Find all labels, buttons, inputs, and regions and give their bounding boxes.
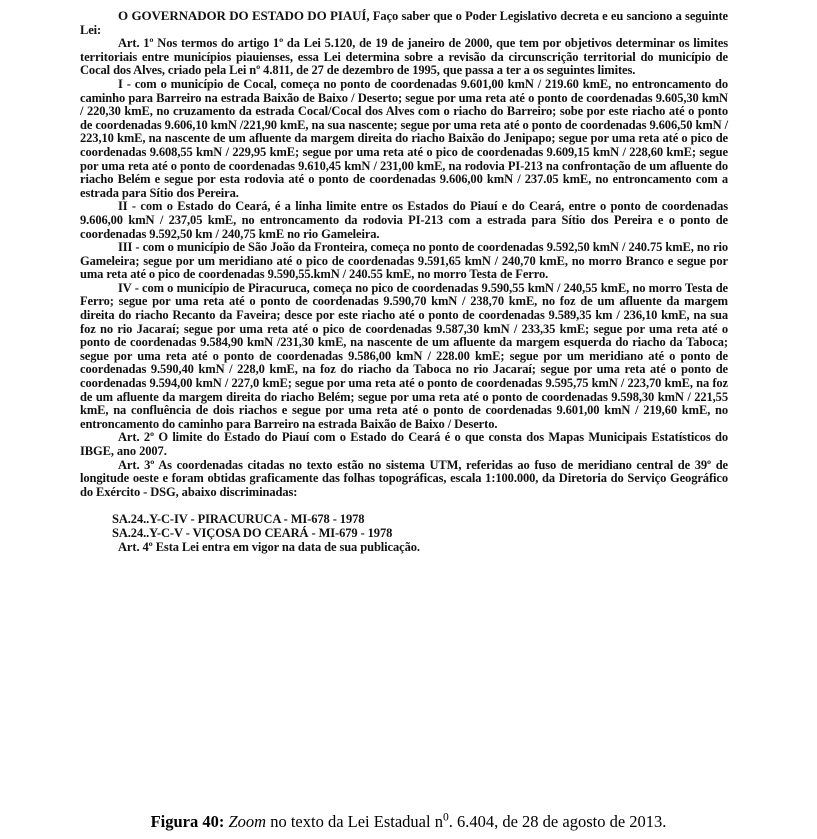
caption-superscript: 0 [442,811,449,824]
intro-heading: O GOVERNADOR DO ESTADO DO PIAUÍ, [118,8,370,23]
caption-zoom-word: Zoom [228,812,267,831]
section-i: I - com o município de Cocal, começa no ponto de coordenadas 9.601,00 kmN / 219.60 kmE, no entroncamento do caminho para Barreiro na estrada Baixão de Baixo / Deserto; segue por uma reta até o ponto de coordenadas 9.605,30 kmN / 220,30 kmE, no cruzamento da estrada Cocal/Cocal dos Alves com o riacho do Barreiro; sobe por este riacho até o ponto de coordenadas 9.606,10 kmN /221,90 kmE, na sua nascente; segue por uma reta até o ponto de coordenadas 9.606,50 kmN / 223,10 kmE, na nascente de um afluente da margem direita do riacho Baixão do Jenipapo; segue por uma reta até o pico de coordenadas 9.608,55 kmN / 229,95 kmE; segue por uma reta até o pico de coordenadas 9.609,15 kmN / 228,60 kmE; segue por uma reta até o ponto de coordenadas 9.610,45 kmN / 231,00 kmE, na rodovia PI-213 na confrontação de um afluente do riacho Belém e segue por esta rodovia até o ponto de coordenadas 9.606,00 kmN / 237.05 kmE, no entroncamento com a estrada para Sítio dos Pereira. [80,76,728,200]
article-1: Art. 1º Nos termos do artigo 1º da Lei 5.120, de 19 de janeiro de 2000, que tem por objetivos determinar os limites territoriais entre municípios piauienses, essa Lei determina sobre a revisão da circunscrição territorial do município de Cocal dos Alves, criado pela Lei nº 4.811, de 27 de dezembro de 1995, que passa a ter a os seguintes limites. [80,36,728,78]
law-text-excerpt [80,9,728,554]
sheet-item: SA.24..Y-C-V - VIÇOSA DO CEARÁ - MI-679 - 1978 [112,525,393,540]
section-iii: III - com o município de São João da Fronteira, começa no ponto de coordenadas 9.592,50 kmN / 240.75 kmE, no rio Gameleira; segue por um meridiano até o pico de coordenadas 9.591,65 kmN / 240,70 kmE, no morro Branco e segue por uma reta até o pico de coordenadas 9.590,55.kmN / 240.55 kmE, no morro Testa de Ferro. [80,240,728,282]
sheet-item: SA.24..Y-C-IV - PIRACURUCA - MI-678 - 1978 [112,512,365,527]
section-ii: II - com o Estado do Ceará, é a linha limite entre os Estados do Piauí e do Ceará, entre o ponto de coordenadas 9.606,00 kmN / 237,05 kmE, no entroncamento da rodovia PI-213 com a estrada para Sítio dos Pereira e o ponto de coordenadas 9.592,50 km / 240,75 kmE no rio Gameleira. [80,199,728,241]
article-3: Art. 3º As coordenadas citadas no texto estão no sistema UTM, referidas ao fuso de meridiano central de 39º de longitude oeste e foram obtidas graficamente das folhas topográficas, escala 1:100.000, da Diretoria do Serviço Geográfico do Exército - DSG, abaixo discriminadas: [80,457,728,499]
article-4: Art. 4º Esta Lei entra em vigor na data de sua publicação. [118,539,420,554]
intro-paragraph [80,9,728,37]
figure-label: Figura 40: [150,812,225,831]
caption-text: no texto da Lei Estadual n [266,812,443,831]
topographic-sheets-list [80,513,728,540]
intro-text: Faço saber que o Poder Legislativo decreta e eu sanciono a seguinte Lei: [80,9,728,37]
caption-text-end: . 6.404, de 28 de agosto de 2013. [448,812,667,831]
article-2: Art. 2º O limite do Estado do Piauí com o Estado do Ceará é o que consta dos Mapas Municipais Estatísticos do IBGE, ano 2007. [80,430,728,458]
section-iv: IV - com o município de Piracuruca, começa no pico de coordenadas 9.590,55 kmN / 240,55 kmE, no morro Testa de Ferro; segue por uma reta até o ponto de coordenadas 9.590,70 kmN / 238,70 kmE, no foz de um afluente da margem direita do riacho Recanto da Faveira; desce por este riacho até o ponto de coordenadas 9.589,35 km / 236,10 kmE, na sua foz no rio Jacaraí; segue por uma reta até o pico de coordenadas 9.587,30 kmN / 233,35 kmE; segue por uma reta até o ponto de coordenadas 9.584,90 kmN /231,30 kmE, na nascente de um afluente da margem esquerda do riacho da Taboca; segue por uma reta até o ponto de coordenadas 9.586,00 kmN / 228.00 kmE; segue por um meridiano até o ponto de coordenadas 9.590,40 kmN / 228,0 kmE, na foz do riacho da Taboca no rio Jacaraí; segue por uma reta até o ponto de coordenadas 9.594,00 kmN / 227,0 kmE; segue por uma reta até o ponto de coordenadas 9.595,75 kmN / 223,70 kmE, na foz de um afluente da margem direita do riacho Belém; segue por uma reta até o ponto de coordenadas 9.598,30 kmN / 221,55 kmE, na confluência de dois riachos e segue por uma reta até o ponto de coordenadas 9.601,00 kmN / 219,60 kmE, no entroncamento do caminho para Barreiro na estrada Baixão de Baixo / Deserto. [80,280,728,431]
figure-caption [0,812,817,832]
